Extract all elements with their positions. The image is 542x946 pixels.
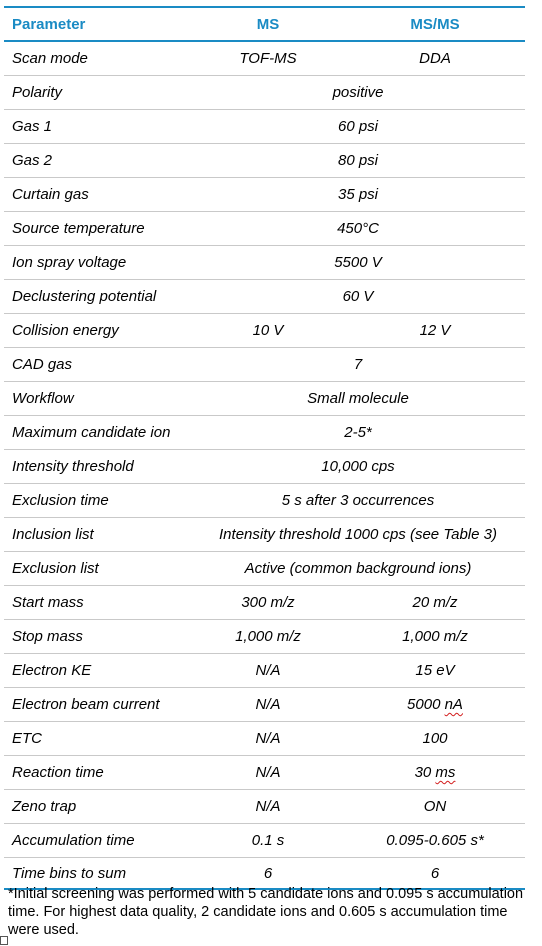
row-label: Zeno trap (12, 798, 77, 815)
shared-value: 2-5* (344, 424, 372, 441)
table-row (4, 348, 525, 382)
row-label: Source temperature (12, 220, 145, 237)
table-row (4, 824, 525, 858)
table-row (4, 552, 525, 586)
table-row (4, 416, 525, 450)
ms-value: TOF-MS (239, 50, 297, 67)
row-label: Inclusion list (12, 526, 94, 543)
table-row (4, 586, 525, 620)
shared-value: Small molecule (307, 390, 409, 407)
table-row (4, 246, 525, 280)
table-row (4, 280, 525, 314)
table-row (4, 722, 525, 756)
table-row (4, 178, 525, 212)
ms-value: 6 (263, 864, 273, 882)
row-label: Exclusion time (12, 492, 109, 509)
table-row (4, 756, 525, 790)
row-label: Time bins to sum (12, 864, 127, 882)
table-row (4, 212, 525, 246)
table-row (4, 110, 525, 144)
row-label: Maximum candidate ion (12, 424, 171, 441)
ms-value: N/A (255, 662, 281, 679)
shared-value: 10,000 cps (321, 458, 395, 475)
ms-value: 10 V (252, 322, 284, 339)
shared-value: 5 s after 3 occurrences (281, 492, 435, 509)
ms-value: 0.1 s (251, 832, 285, 849)
msms-value: 6 (430, 864, 440, 882)
msms-value: DDA (419, 50, 451, 67)
table-footnote: *Initial screening was performed with 5 candidate ions and 0.095 s accumulation time. For highest data quality, 2 candidate ions and 0.605 s accumulation time were used. (8, 886, 524, 938)
row-label: Gas 1 (12, 118, 53, 135)
shared-value: 80 psi (337, 152, 379, 169)
table-row (4, 76, 525, 110)
ms-value: N/A (255, 764, 281, 781)
table-row (4, 382, 525, 416)
table-row (4, 144, 525, 178)
msms-value-number: 30 (414, 764, 436, 781)
row-label: CAD gas (12, 356, 73, 373)
shared-value: 5500 V (334, 254, 382, 271)
msms-value: ON (423, 798, 447, 815)
shared-value: positive (332, 84, 384, 101)
row-label: Electron KE (12, 662, 92, 679)
row-label: Ion spray voltage (12, 254, 127, 271)
table-row (4, 654, 525, 688)
table-row (4, 688, 525, 722)
row-label: Workflow (12, 390, 74, 407)
row-label: Curtain gas (12, 186, 89, 203)
table-row (4, 518, 525, 552)
header-msms: MS/MS (410, 15, 460, 33)
row-label: Gas 2 (12, 152, 53, 169)
msms-value-number: 5000 (407, 696, 445, 713)
msms-value (345, 764, 525, 781)
row-label: Exclusion list (12, 560, 99, 577)
msms-value: 1,000 m/z (402, 628, 468, 645)
table-row (4, 42, 525, 76)
table-row (4, 620, 525, 654)
row-label: Declustering potential (12, 288, 157, 305)
row-label: Collision energy (12, 322, 119, 339)
shared-value: Active (common background ions) (244, 560, 472, 577)
shared-value: 60 psi (337, 118, 379, 135)
shared-value: 35 psi (337, 186, 379, 203)
ms-value: N/A (255, 730, 281, 747)
table-row (4, 484, 525, 518)
msms-value: 12 V (419, 322, 451, 339)
ms-value: N/A (255, 798, 281, 815)
msms-value: 100 (422, 730, 448, 747)
msms-value: 0.095-0.605 s* (386, 832, 484, 849)
spellcheck-flagged-unit: nA (444, 696, 463, 713)
shared-value: Intensity threshold 1000 cps (see Table 3) (219, 526, 497, 543)
shared-value: 60 V (342, 288, 374, 305)
ms-value: 1,000 m/z (235, 628, 301, 645)
parameters-table (4, 6, 525, 890)
table-row (4, 790, 525, 824)
table-row (4, 314, 525, 348)
row-label: Electron beam current (12, 696, 160, 713)
shared-value: 7 (353, 356, 363, 373)
table-row (4, 450, 525, 484)
msms-value: 15 eV (415, 662, 455, 679)
row-label: Reaction time (12, 764, 104, 781)
row-label: Accumulation time (12, 832, 135, 849)
msms-value: 20 m/z (412, 594, 458, 611)
spellcheck-flagged-unit: ms (435, 764, 456, 781)
header-ms: MS (256, 15, 280, 33)
ms-value: 300 m/z (241, 594, 295, 611)
ms-value: N/A (255, 696, 281, 713)
row-label: ETC (12, 730, 42, 747)
row-label: Stop mass (12, 628, 83, 645)
row-label: Intensity threshold (12, 458, 134, 475)
header-parameter: Parameter (12, 15, 86, 33)
row-label: Scan mode (12, 50, 88, 67)
shared-value: 450°C (337, 220, 379, 237)
row-label: Polarity (12, 84, 63, 101)
row-label: Start mass (12, 594, 84, 611)
text-cursor-handle[interactable] (0, 936, 8, 945)
msms-value (345, 696, 525, 713)
table-header (4, 6, 525, 42)
